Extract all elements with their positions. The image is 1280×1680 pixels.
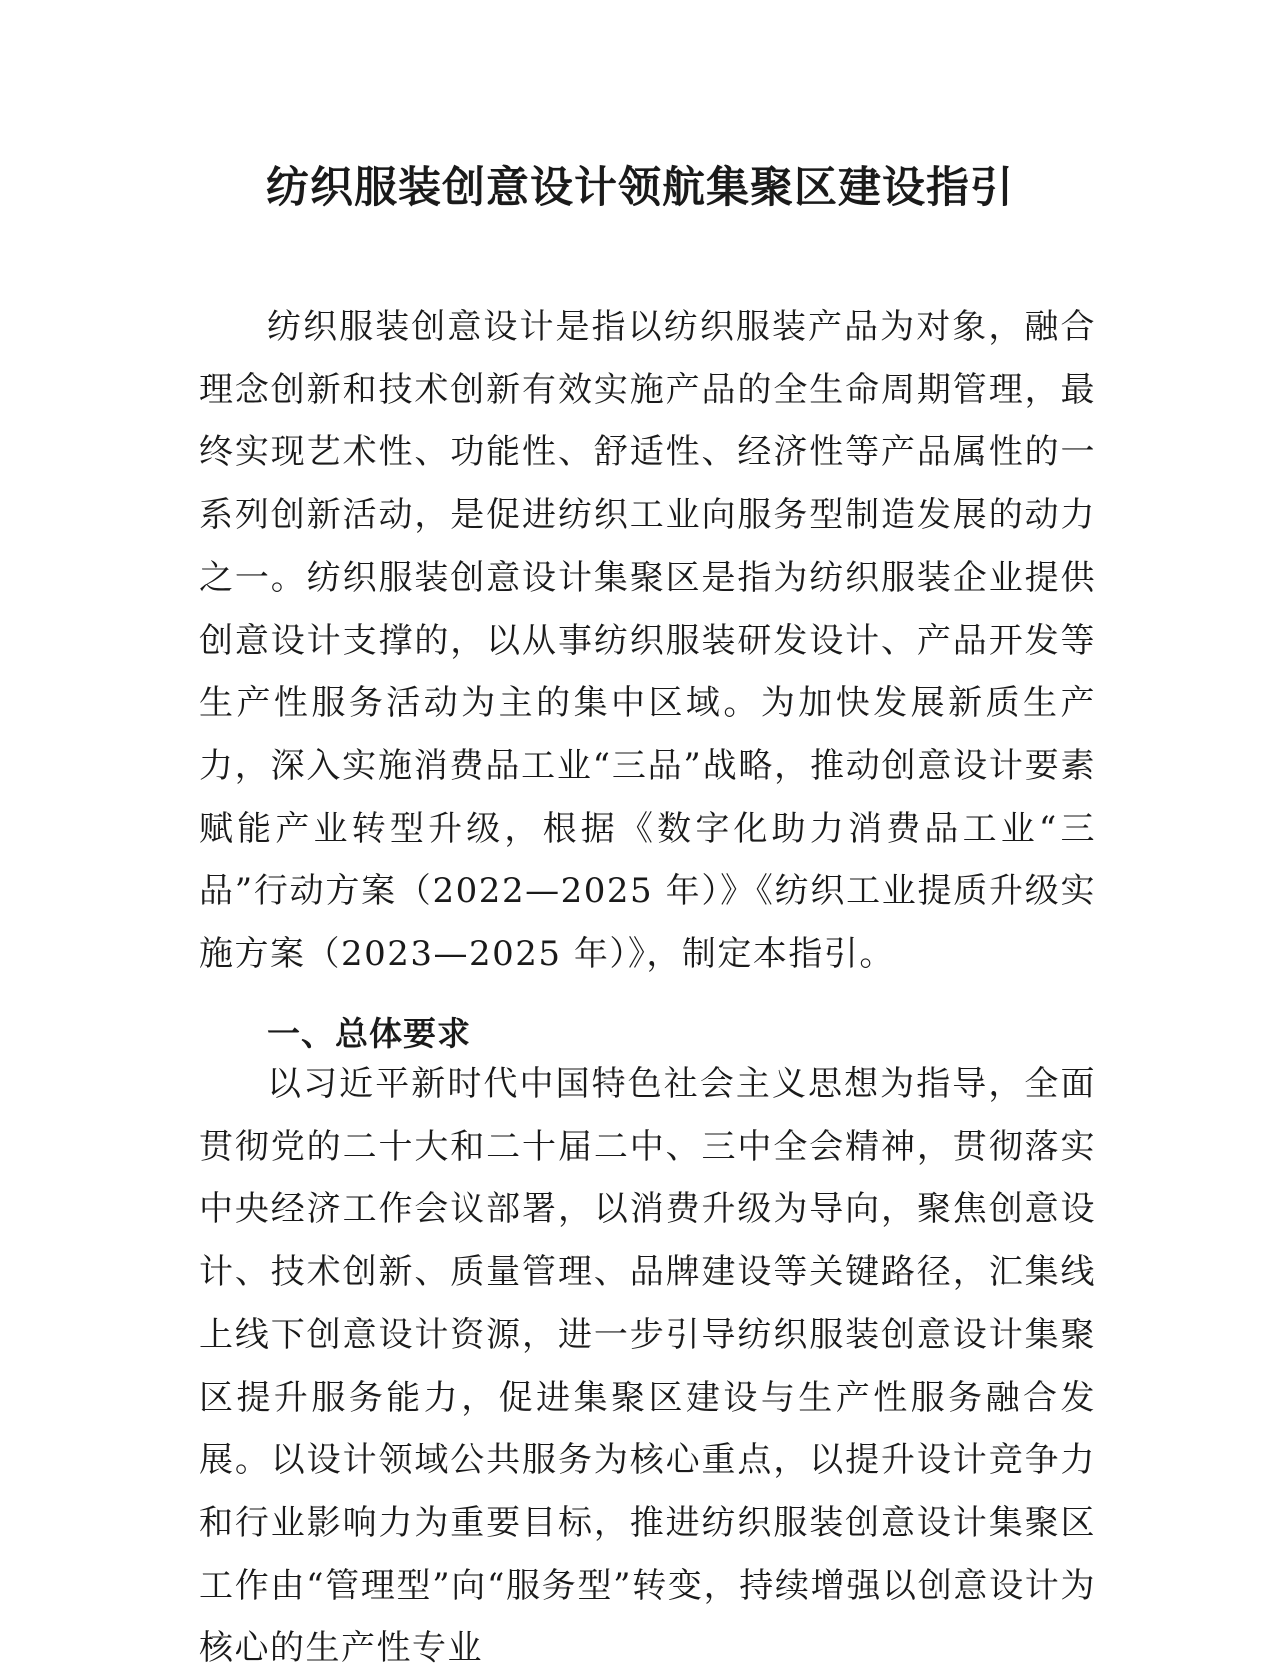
intro-paragraph: 纺织服装创意设计是指以纺织服装产品为对象，融合理念创新和技术创新有效实施产品的全生命周期管理，最终实现艺术性、功能性、舒适性、经济性等产品属性的一系列创新活动，是促进纺织工业向服务型制造发展的动力之一。纺织服装创意设计集聚区是指为纺织服装企业提供创意设计支撑的，以从事纺织服装研发设计、产品开发等生产性服务活动为主的集中区域。为加快发展新质生产力，深入实施消费品工业“三品”战略，推动创意设计要素赋能产业转型升级，根据《数字化助力消费品工业“三品”行动方案（2022—2025 年）》《纺织工业提质升级实施方案（2023—2025 年）》，制定本指引。 bbox=[199, 307, 1096, 975]
document-title: 纺织服装创意设计领航集聚区建设指引 bbox=[266, 163, 1014, 213]
section-heading-general-requirements: 一、总体要求 bbox=[267, 1014, 471, 1053]
section-paragraph-general-requirements: 以习近平新时代中国特色社会主义思想为指导，全面贯彻党的二十大和二十届二中、三中全会精神，贯彻落实中央经济工作会议部署，以消费升级为导向，聚焦创意设计、技术创新、质量管理、品牌建设等关键路径，汇集线上线下创意设计资源，进一步引导纺织服装创意设计集聚区提升服务能力，促进集聚区建设与生产性服务融合发展。以设计领域公共服务为核心重点，以提升设计竞争力和行业影响力为重要目标，推进纺织服装创意设计集聚区工作由“管理型”向“服务型”转变，持续增强以创意设计为核心的生产性专业 bbox=[199, 1064, 1096, 1669]
